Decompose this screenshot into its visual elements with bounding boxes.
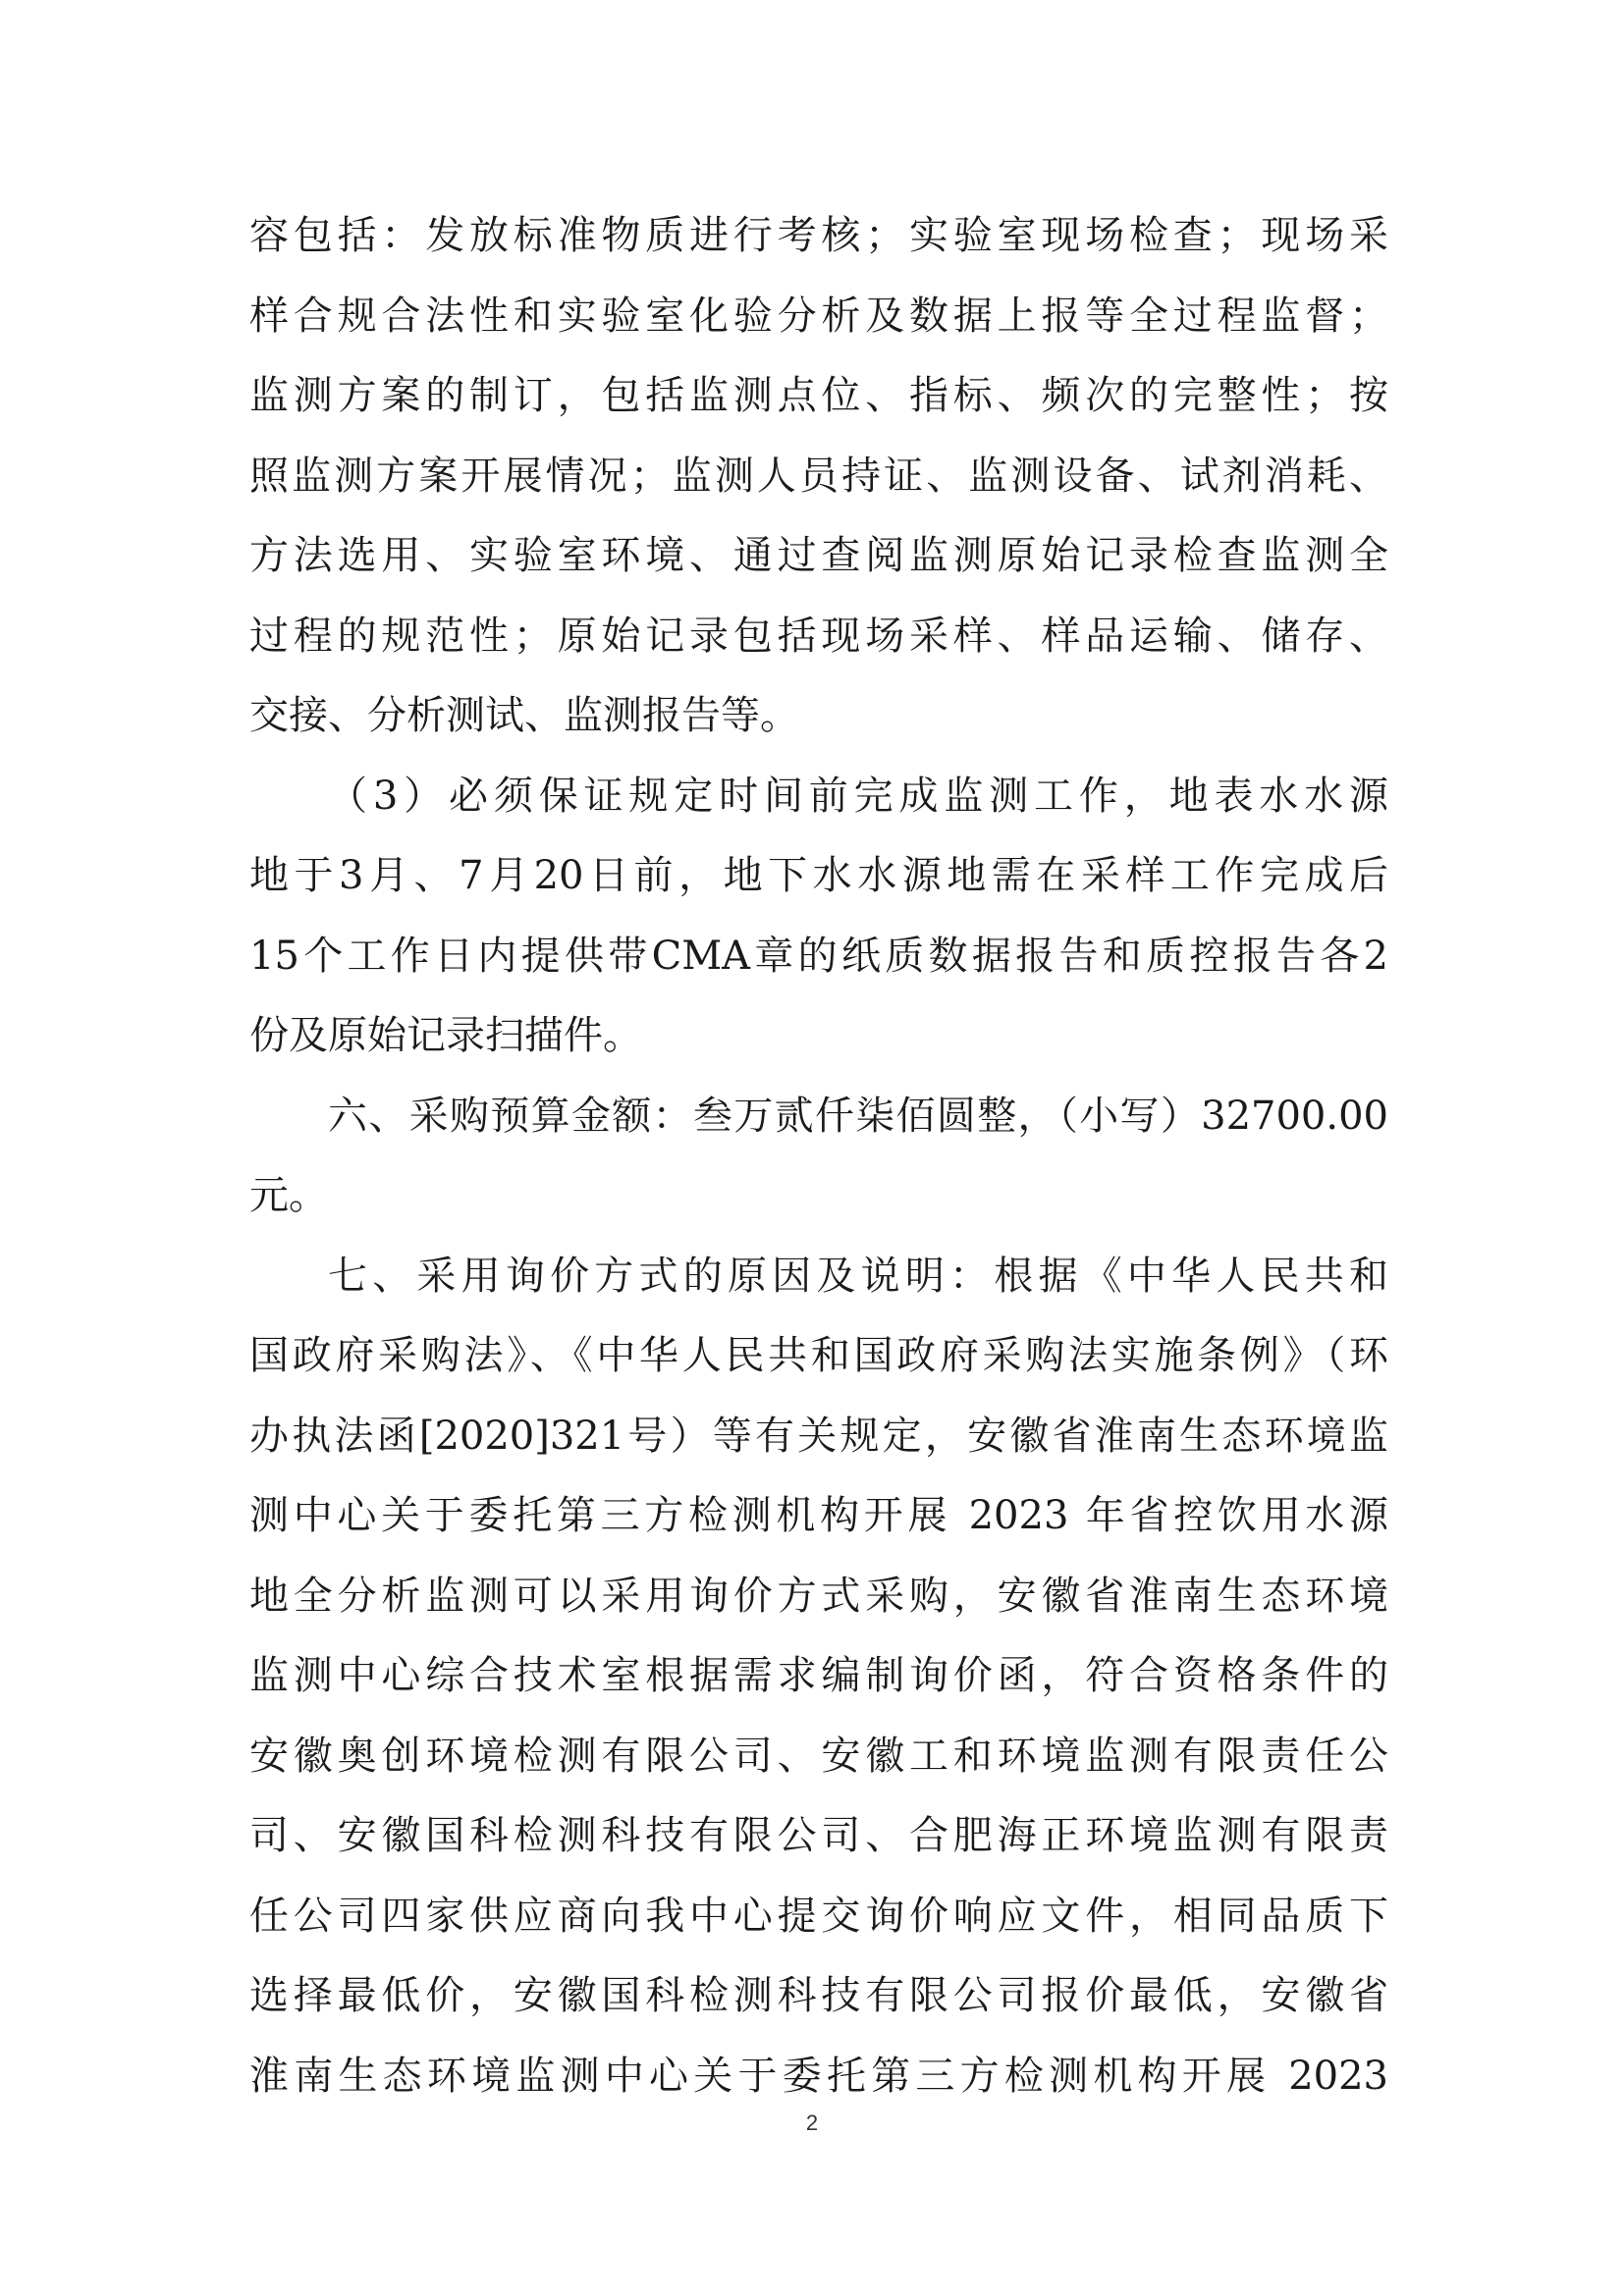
text-line: 容包括：发放标准物质进行考核；实验室现场检查；现场采 [249, 213, 1388, 258]
page-number: 2 [805, 2110, 819, 2135]
text-line: 国政府采购法》、《中华人民共和国政府采购法实施条例》（环 [249, 1333, 1388, 1378]
text-line: 测中心关于委托第三方检测机构开展 2023 年省控饮用水源 [249, 1493, 1388, 1538]
text-line: （3）必须保证规定时间前完成监测工作，地表水水源 [328, 773, 1388, 819]
text-line: 选择最低价，安徽国科检测科技有限公司报价最低，安徽省 [249, 1973, 1388, 2018]
text-line: 样合规合法性和实验室化验分析及数据上报等全过程监督； [249, 293, 1388, 339]
text-line: 15个工作日内提供带CMA章的纸质数据报告和质控报告各2 [249, 933, 1388, 979]
text-line: 司、安徽国科检测科技有限公司、合肥海正环境监测有限责 [249, 1813, 1388, 1858]
text-line: 安徽奥创环境检测有限公司、安徽工和环境监测有限责任公 [249, 1733, 1388, 1779]
text-line: 过程的规范性；原始记录包括现场采样、样品运输、储存、 [249, 613, 1388, 659]
text-line: 元。 [249, 1173, 328, 1218]
text-line: 监测方案的制订，包括监测点位、指标、频次的完整性；按 [249, 373, 1388, 418]
text-line: 淮南生态环境监测中心关于委托第三方检测机构开展 2023 [249, 2053, 1388, 2099]
text-line: 方法选用、实验室环境、通过查阅监测原始记录检查监测全 [249, 533, 1388, 578]
text-line: 份及原始记录扫描件。 [249, 1013, 642, 1058]
text-line: 地全分析监测可以采用询价方式采购，安徽省淮南生态环境 [249, 1573, 1388, 1619]
body-text [249, 196, 1388, 2116]
text-line: 办执法函[2020]321号）等有关规定，安徽省淮南生态环境监 [249, 1413, 1388, 1459]
text-line: 监测中心综合技术室根据需求编制询价函，符合资格条件的 [249, 1653, 1388, 1698]
text-line: 六、采购预算金额：叁万贰仟柒佰圆整，（小写）32700.00 [328, 1093, 1388, 1139]
text-line: 七、采用询价方式的原因及说明：根据《中华人民共和 [328, 1253, 1388, 1299]
text-line: 地于3月、7月20日前，地下水水源地需在采样工作完成后 [249, 853, 1388, 898]
text-line: 任公司四家供应商向我中心提交询价响应文件，相同品质下 [249, 1893, 1388, 1939]
text-line: 照监测方案开展情况；监测人员持证、监测设备、试剂消耗、 [249, 453, 1388, 499]
text-line: 交接、分析测试、监测报告等。 [249, 693, 799, 738]
